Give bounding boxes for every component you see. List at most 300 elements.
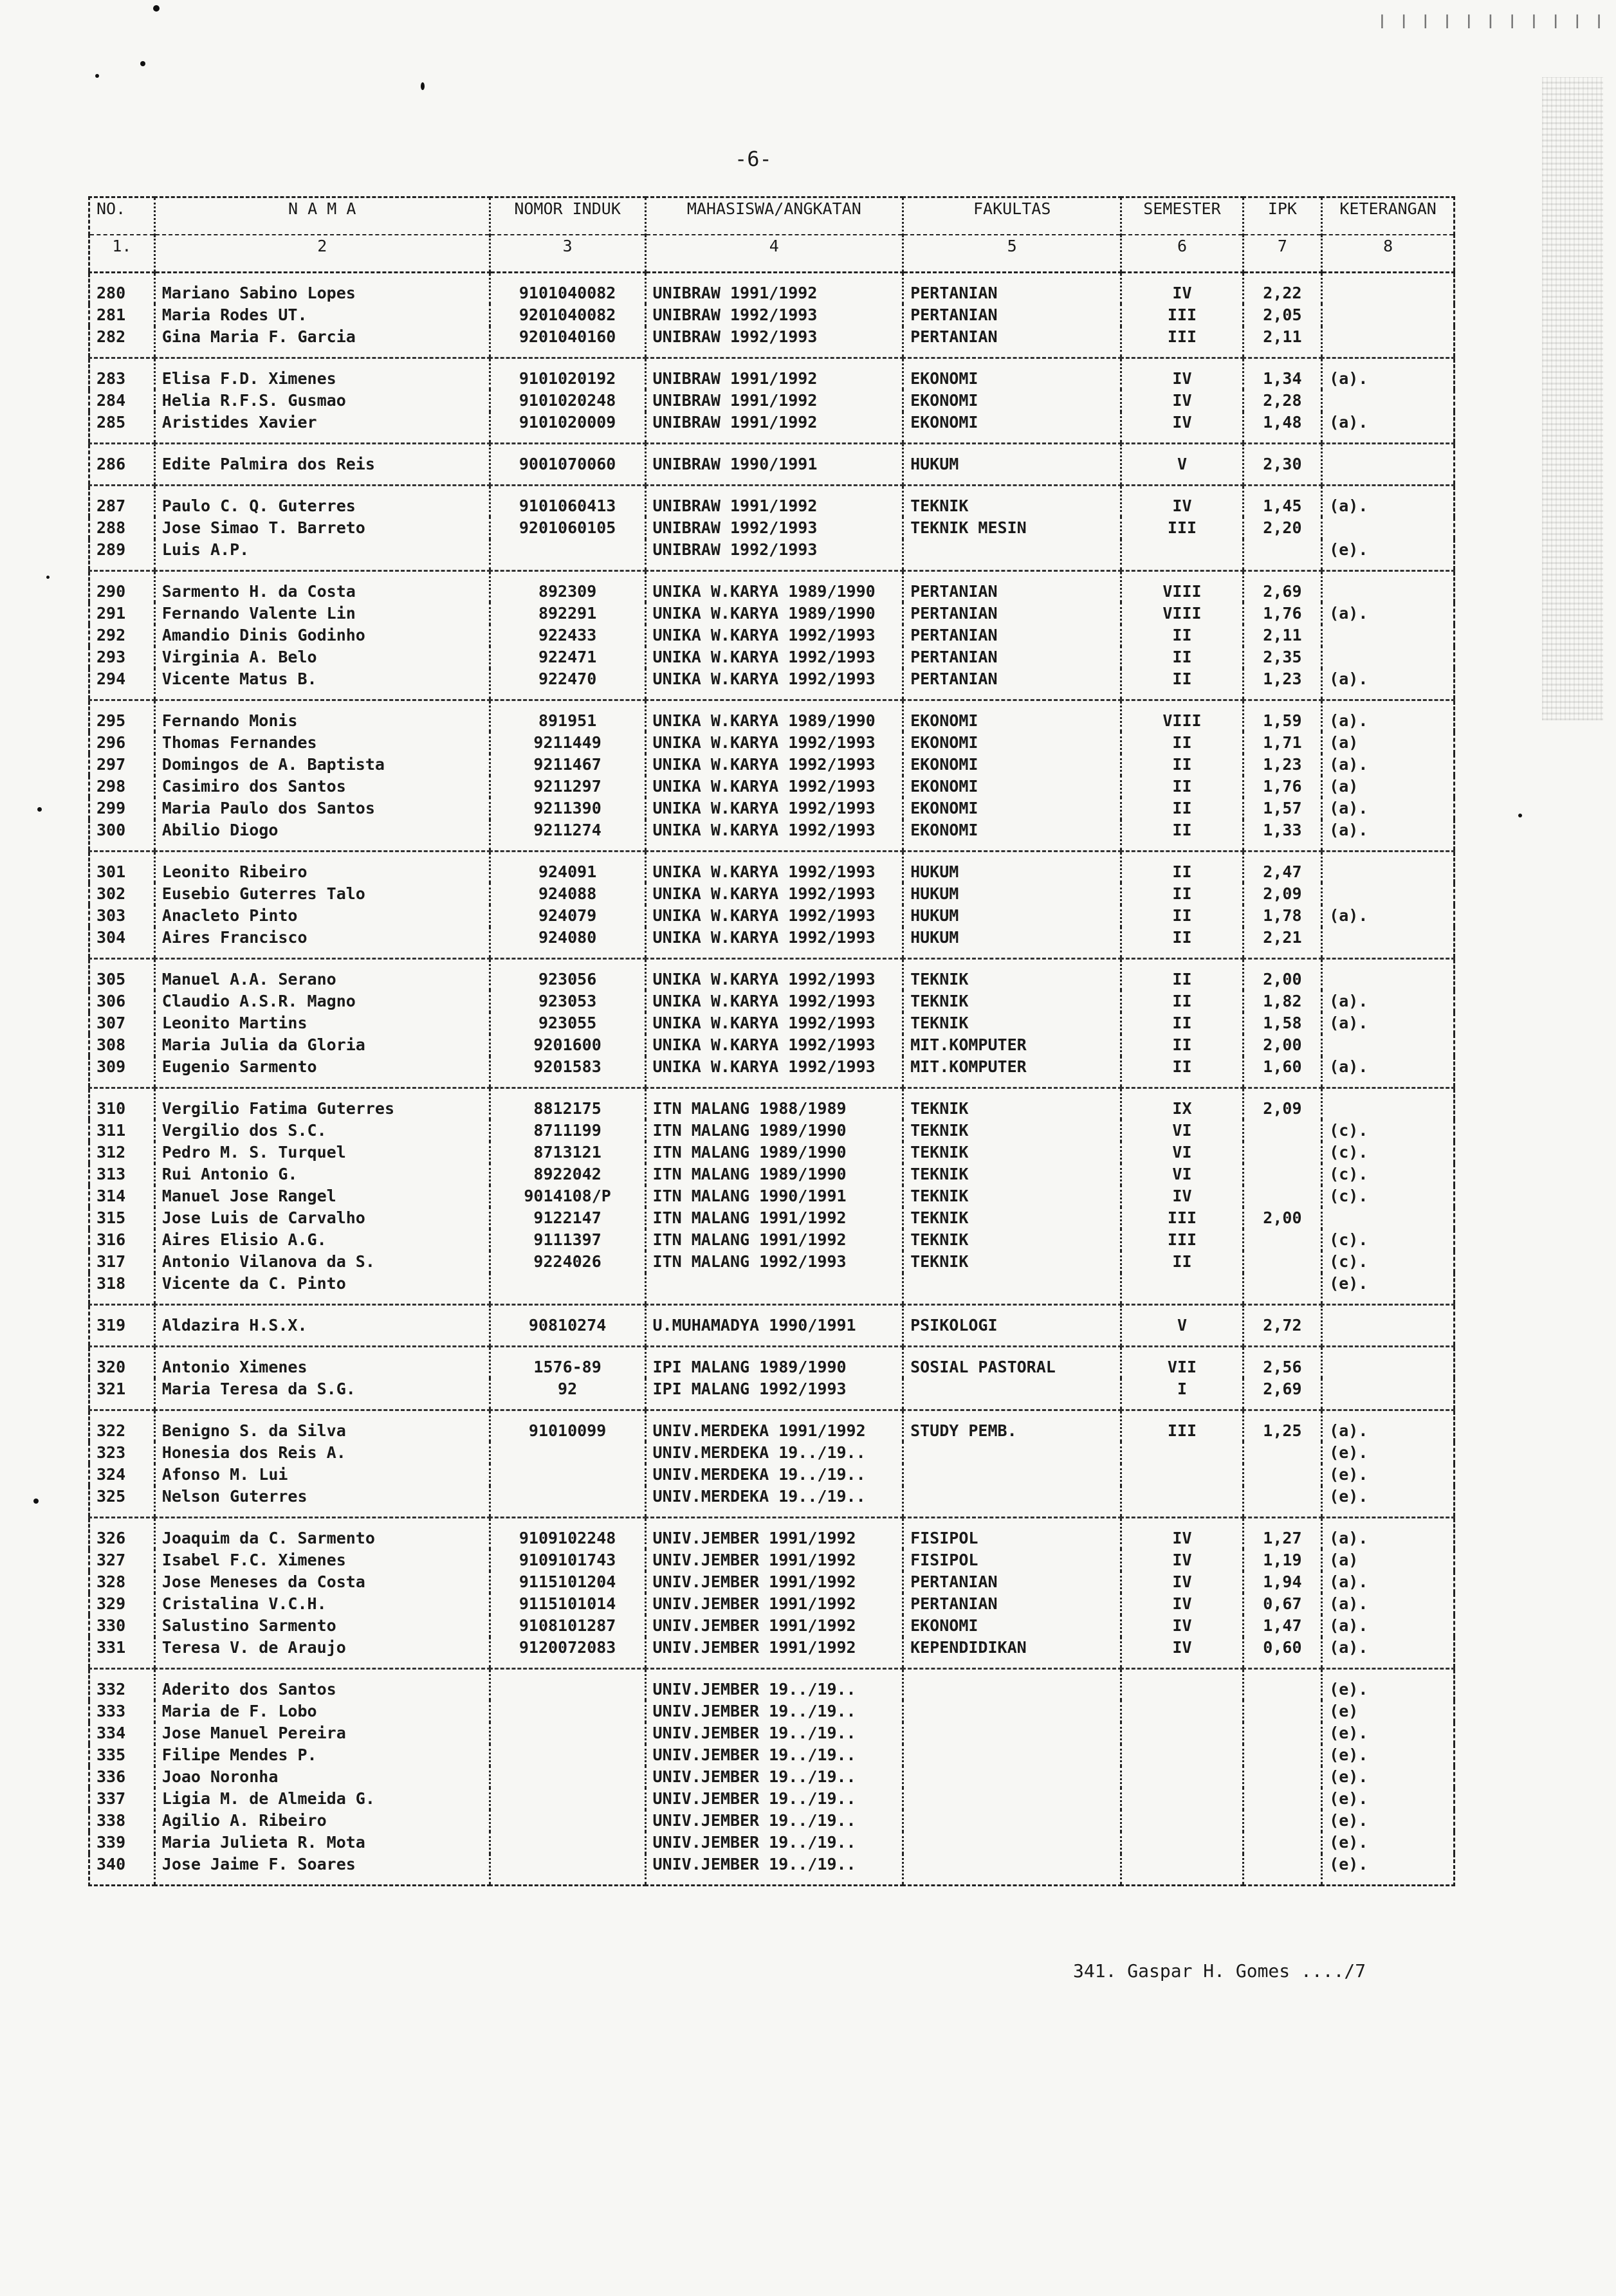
faculty <box>903 1854 1121 1886</box>
record-group <box>89 852 1455 959</box>
university-intake <box>645 1273 903 1305</box>
student-name: Honesia dos Reis A. <box>154 1442 490 1464</box>
gpa <box>1243 1120 1322 1142</box>
semester: II <box>1121 754 1243 776</box>
remark: (e). <box>1322 1788 1455 1810</box>
student-name: Maria Paulo dos Santos <box>154 797 490 819</box>
student-name: Maria Rodes UT. <box>154 304 490 326</box>
gpa: 2,00 <box>1243 1034 1322 1056</box>
student-name: Domingos de A. Baptista <box>154 754 490 776</box>
remark: (c). <box>1322 1229 1455 1251</box>
table-row <box>89 444 1455 486</box>
faculty: EKONOMI <box>903 700 1121 733</box>
row-number: 307 <box>89 1012 155 1034</box>
student-id-number: 91010099 <box>490 1410 645 1443</box>
row-number: 313 <box>89 1163 155 1185</box>
scan-margin-noise <box>1542 77 1603 720</box>
student-id-number <box>490 1832 645 1854</box>
gpa: 1,57 <box>1243 797 1322 819</box>
university-intake: UNIKA W.KARYA 1992/1993 <box>645 754 903 776</box>
student-id-number: 892309 <box>490 571 645 603</box>
row-number: 281 <box>89 304 155 326</box>
row-number: 319 <box>89 1305 155 1347</box>
table-row <box>89 571 1455 603</box>
table-row <box>89 1012 1455 1034</box>
gpa: 0,60 <box>1243 1637 1322 1669</box>
remark: (e). <box>1322 1273 1455 1305</box>
university-intake: UNIKA W.KARYA 1992/1993 <box>645 624 903 646</box>
student-name: Fernando Valente Lin <box>154 603 490 624</box>
row-number: 315 <box>89 1207 155 1229</box>
semester <box>1121 1273 1243 1305</box>
university-intake: ITN MALANG 1988/1989 <box>645 1088 903 1120</box>
table-row <box>89 883 1455 905</box>
faculty: TEKNIK <box>903 1142 1121 1163</box>
university-intake: UNIKA W.KARYA 1992/1993 <box>645 819 903 852</box>
faculty: TEKNIK <box>903 959 1121 991</box>
scan-speck <box>46 576 50 579</box>
faculty: PERTANIAN <box>903 624 1121 646</box>
table-row <box>89 1442 1455 1464</box>
university-intake: IPI MALANG 1992/1993 <box>645 1378 903 1410</box>
semester: IV <box>1121 1615 1243 1637</box>
semester: II <box>1121 927 1243 959</box>
remark: (a). <box>1322 990 1455 1012</box>
gpa: 1,25 <box>1243 1410 1322 1443</box>
student-id-number <box>490 1486 645 1518</box>
remark: (a). <box>1322 1637 1455 1669</box>
gpa: 2,72 <box>1243 1305 1322 1347</box>
gpa: 2,47 <box>1243 852 1322 884</box>
faculty: PERTANIAN <box>903 571 1121 603</box>
semester: VIII <box>1121 603 1243 624</box>
table-row <box>89 1207 1455 1229</box>
student-id-number: 8711199 <box>490 1120 645 1142</box>
student-name: Ligia M. de Almeida G. <box>154 1788 490 1810</box>
university-intake: UNIBRAW 1992/1993 <box>645 304 903 326</box>
record-group <box>89 1518 1455 1669</box>
table-row <box>89 624 1455 646</box>
faculty: TEKNIK <box>903 1088 1121 1120</box>
student-name: Jose Meneses da Costa <box>154 1571 490 1593</box>
faculty: EKONOMI <box>903 1615 1121 1637</box>
semester: I <box>1121 1378 1243 1410</box>
row-number: 320 <box>89 1347 155 1379</box>
header-row <box>89 197 1455 235</box>
student-id-number: 9101020192 <box>490 358 645 390</box>
university-intake: UNIV.JEMBER 1991/1992 <box>645 1615 903 1637</box>
table-row <box>89 326 1455 358</box>
semester <box>1121 1766 1243 1788</box>
remark: (a). <box>1322 797 1455 819</box>
gpa: 2,22 <box>1243 273 1322 305</box>
university-intake: UNIV.JEMBER 19../19.. <box>645 1832 903 1854</box>
student-id-number: 9211390 <box>490 797 645 819</box>
record-group <box>89 700 1455 852</box>
student-name: Antonio Vilanova da S. <box>154 1251 490 1273</box>
student-id-number: 9101020009 <box>490 412 645 444</box>
gpa: 2,05 <box>1243 304 1322 326</box>
student-name: Aires Francisco <box>154 927 490 959</box>
remark <box>1322 273 1455 305</box>
gpa: 1,33 <box>1243 819 1322 852</box>
university-intake: UNIV.JEMBER 1991/1992 <box>645 1549 903 1571</box>
row-number: 299 <box>89 797 155 819</box>
student-id-number: 9211467 <box>490 754 645 776</box>
row-number: 325 <box>89 1486 155 1518</box>
remark: (a). <box>1322 1615 1455 1637</box>
table-row <box>89 1854 1455 1886</box>
university-intake: ITN MALANG 1989/1990 <box>645 1120 903 1142</box>
faculty: EKONOMI <box>903 754 1121 776</box>
faculty: EKONOMI <box>903 797 1121 819</box>
student-name: Mariano Sabino Lopes <box>154 273 490 305</box>
remark <box>1322 1207 1455 1229</box>
student-id-number <box>490 1810 645 1832</box>
row-number: 310 <box>89 1088 155 1120</box>
faculty: EKONOMI <box>903 732 1121 754</box>
university-intake: UNIBRAW 1991/1992 <box>645 273 903 305</box>
table-row <box>89 1410 1455 1443</box>
faculty: TEKNIK <box>903 990 1121 1012</box>
semester <box>1121 539 1243 571</box>
gpa <box>1243 539 1322 571</box>
student-name: Filipe Mendes P. <box>154 1744 490 1766</box>
remark: (a). <box>1322 358 1455 390</box>
remark: (e). <box>1322 1442 1455 1464</box>
table-row <box>89 1486 1455 1518</box>
table-row <box>89 754 1455 776</box>
table-row <box>89 486 1455 518</box>
student-id-number <box>490 1700 645 1722</box>
faculty: EKONOMI <box>903 358 1121 390</box>
student-id-number <box>490 1766 645 1788</box>
column-number: 1. <box>89 235 155 273</box>
faculty: TEKNIK <box>903 1185 1121 1207</box>
faculty <box>903 1700 1121 1722</box>
student-id-number: 892291 <box>490 603 645 624</box>
semester <box>1121 1486 1243 1518</box>
university-intake: UNIV.JEMBER 1991/1992 <box>645 1571 903 1593</box>
student-id-number: 9211297 <box>490 776 645 797</box>
gpa: 2,30 <box>1243 444 1322 486</box>
column-number: 5 <box>903 235 1121 273</box>
table-row <box>89 603 1455 624</box>
student-name: Maria Julieta R. Mota <box>154 1832 490 1854</box>
student-name: Salustino Sarmento <box>154 1615 490 1637</box>
faculty <box>903 539 1121 571</box>
row-number: 300 <box>89 819 155 852</box>
row-number: 326 <box>89 1518 155 1550</box>
semester: VIII <box>1121 700 1243 733</box>
gpa <box>1243 1722 1322 1744</box>
faculty: TEKNIK <box>903 1251 1121 1273</box>
gpa <box>1243 1810 1322 1832</box>
gpa <box>1243 1251 1322 1273</box>
faculty: PERTANIAN <box>903 1571 1121 1593</box>
remark: (a). <box>1322 700 1455 733</box>
row-number: 329 <box>89 1593 155 1615</box>
semester: II <box>1121 668 1243 700</box>
university-intake: UNIKA W.KARYA 1992/1993 <box>645 776 903 797</box>
record-group <box>89 1669 1455 1886</box>
student-name: Leonito Martins <box>154 1012 490 1034</box>
student-name: Vergilio Fatima Guterres <box>154 1088 490 1120</box>
student-name: Casimiro dos Santos <box>154 776 490 797</box>
remark: (a) <box>1322 776 1455 797</box>
table-row <box>89 1518 1455 1550</box>
faculty: HUKUM <box>903 905 1121 927</box>
university-intake: UNIKA W.KARYA 1992/1993 <box>645 990 903 1012</box>
row-number: 301 <box>89 852 155 884</box>
table-header <box>89 197 1455 273</box>
row-number: 317 <box>89 1251 155 1273</box>
student-id-number: 1576-89 <box>490 1347 645 1379</box>
remark <box>1322 326 1455 358</box>
student-id-number: 9111397 <box>490 1229 645 1251</box>
gpa: 1,94 <box>1243 1571 1322 1593</box>
gpa: 1,23 <box>1243 754 1322 776</box>
student-name: Vergilio dos S.C. <box>154 1120 490 1142</box>
gpa: 2,56 <box>1243 1347 1322 1379</box>
semester: II <box>1121 1034 1243 1056</box>
row-number: 284 <box>89 390 155 412</box>
faculty: PERTANIAN <box>903 603 1121 624</box>
faculty <box>903 1378 1121 1410</box>
student-id-number: 891951 <box>490 700 645 733</box>
table-row <box>89 1229 1455 1251</box>
row-number: 333 <box>89 1700 155 1722</box>
row-number: 291 <box>89 603 155 624</box>
gpa <box>1243 1229 1322 1251</box>
gpa: 2,21 <box>1243 927 1322 959</box>
student-name: Eusebio Guterres Talo <box>154 883 490 905</box>
remark: (a). <box>1322 1012 1455 1034</box>
gpa: 1,58 <box>1243 1012 1322 1034</box>
remark: (e). <box>1322 1744 1455 1766</box>
remark: (a). <box>1322 754 1455 776</box>
column-number: 8 <box>1322 235 1455 273</box>
faculty: FISIPOL <box>903 1518 1121 1550</box>
row-number: 283 <box>89 358 155 390</box>
semester: III <box>1121 326 1243 358</box>
semester: IV <box>1121 412 1243 444</box>
university-intake: UNIBRAW 1991/1992 <box>645 486 903 518</box>
student-name: Antonio Ximenes <box>154 1347 490 1379</box>
faculty: PERTANIAN <box>903 326 1121 358</box>
remark: (c). <box>1322 1185 1455 1207</box>
student-id-number <box>490 1854 645 1886</box>
student-id-number: 9224026 <box>490 1251 645 1273</box>
semester: II <box>1121 732 1243 754</box>
semester: III <box>1121 1410 1243 1443</box>
semester: IV <box>1121 1571 1243 1593</box>
remark: (c). <box>1322 1120 1455 1142</box>
student-id-number: 923053 <box>490 990 645 1012</box>
semester: II <box>1121 905 1243 927</box>
row-number: 322 <box>89 1410 155 1443</box>
student-id-number: 924091 <box>490 852 645 884</box>
gpa: 0,67 <box>1243 1593 1322 1615</box>
student-id-number: 922471 <box>490 646 645 668</box>
semester: IV <box>1121 390 1243 412</box>
remark <box>1322 1347 1455 1379</box>
remark: (a). <box>1322 819 1455 852</box>
university-intake: UNIKA W.KARYA 1989/1990 <box>645 603 903 624</box>
student-id-number: 9001070060 <box>490 444 645 486</box>
row-number: 309 <box>89 1056 155 1088</box>
semester <box>1121 1788 1243 1810</box>
row-number: 318 <box>89 1273 155 1305</box>
university-intake: IPI MALANG 1989/1990 <box>645 1347 903 1379</box>
student-name: Jose Manuel Pereira <box>154 1722 490 1744</box>
student-id-number: 9108101287 <box>490 1615 645 1637</box>
semester <box>1121 1744 1243 1766</box>
row-number: 334 <box>89 1722 155 1744</box>
semester: II <box>1121 776 1243 797</box>
student-id-number <box>490 1273 645 1305</box>
table-row <box>89 539 1455 571</box>
gpa <box>1243 1788 1322 1810</box>
faculty: PERTANIAN <box>903 646 1121 668</box>
student-name: Sarmento H. da Costa <box>154 571 490 603</box>
remark <box>1322 959 1455 991</box>
remark: (a). <box>1322 412 1455 444</box>
row-number: 340 <box>89 1854 155 1886</box>
student-id-number: 9115101014 <box>490 1593 645 1615</box>
semester: II <box>1121 1056 1243 1088</box>
university-intake: ITN MALANG 1991/1992 <box>645 1207 903 1229</box>
record-group <box>89 486 1455 571</box>
gpa: 1,19 <box>1243 1549 1322 1571</box>
university-intake: UNIV.JEMBER 19../19.. <box>645 1722 903 1744</box>
faculty <box>903 1832 1121 1854</box>
faculty: EKONOMI <box>903 412 1121 444</box>
row-number: 303 <box>89 905 155 927</box>
student-id-number: 924088 <box>490 883 645 905</box>
row-number: 323 <box>89 1442 155 1464</box>
remark: (e). <box>1322 1722 1455 1744</box>
student-name: Manuel Jose Rangel <box>154 1185 490 1207</box>
gpa <box>1243 1185 1322 1207</box>
student-id-number: 9201040160 <box>490 326 645 358</box>
scan-speck <box>140 61 145 66</box>
student-id-number: 9109101743 <box>490 1549 645 1571</box>
student-id-number <box>490 1722 645 1744</box>
university-intake: UNIV.JEMBER 19../19.. <box>645 1766 903 1788</box>
semester: IX <box>1121 1088 1243 1120</box>
gpa: 2,09 <box>1243 883 1322 905</box>
remark: (e). <box>1322 1486 1455 1518</box>
scan-speck <box>1518 814 1522 817</box>
gpa: 1,82 <box>1243 990 1322 1012</box>
table-row <box>89 1251 1455 1273</box>
remark <box>1322 1088 1455 1120</box>
semester <box>1121 1832 1243 1854</box>
remark: (a). <box>1322 1056 1455 1088</box>
student-name: Eugenio Sarmento <box>154 1056 490 1088</box>
table-row <box>89 1088 1455 1120</box>
table-row <box>89 390 1455 412</box>
scan-noise-text: ا ا ا ا ا ا ا ا ا ا ا <box>1376 12 1604 33</box>
university-intake: UNIV.JEMBER 1991/1992 <box>645 1593 903 1615</box>
student-name: Abilio Diogo <box>154 819 490 852</box>
remark: (c). <box>1322 1163 1455 1185</box>
student-name: Leonito Ribeiro <box>154 852 490 884</box>
student-id-number: 924079 <box>490 905 645 927</box>
column-number: 7 <box>1243 235 1322 273</box>
university-intake: UNIV.JEMBER 1991/1992 <box>645 1637 903 1669</box>
university-intake: UNIKA W.KARYA 1992/1993 <box>645 1012 903 1034</box>
table-row <box>89 1832 1455 1854</box>
student-id-number: 9014108/P <box>490 1185 645 1207</box>
gpa <box>1243 1854 1322 1886</box>
student-name: Isabel F.C. Ximenes <box>154 1549 490 1571</box>
gpa: 1,71 <box>1243 732 1322 754</box>
gpa: 2,69 <box>1243 571 1322 603</box>
student-name: Jose Luis de Carvalho <box>154 1207 490 1229</box>
faculty: HUKUM <box>903 444 1121 486</box>
faculty: MIT.KOMPUTER <box>903 1056 1121 1088</box>
student-id-number <box>490 1442 645 1464</box>
student-name: Aires Elisio A.G. <box>154 1229 490 1251</box>
university-intake: UNIV.JEMBER 1991/1992 <box>645 1518 903 1550</box>
table-row <box>89 273 1455 305</box>
gpa <box>1243 1442 1322 1464</box>
row-number: 336 <box>89 1766 155 1788</box>
university-intake: UNIBRAW 1992/1993 <box>645 539 903 571</box>
record-group <box>89 571 1455 700</box>
student-id-number: 9122147 <box>490 1207 645 1229</box>
student-id-number: 924080 <box>490 927 645 959</box>
table-row <box>89 959 1455 991</box>
remark: (e). <box>1322 1464 1455 1486</box>
header-nama: N A M A <box>154 197 490 235</box>
student-name: Joao Noronha <box>154 1766 490 1788</box>
remark: (e). <box>1322 1854 1455 1886</box>
semester: VIII <box>1121 571 1243 603</box>
row-number: 289 <box>89 539 155 571</box>
university-intake: UNIV.JEMBER 19../19.. <box>645 1669 903 1701</box>
table-row <box>89 1034 1455 1056</box>
semester: II <box>1121 646 1243 668</box>
remark <box>1322 517 1455 539</box>
remark: (a) <box>1322 732 1455 754</box>
remark: (a). <box>1322 1571 1455 1593</box>
student-name: Thomas Fernandes <box>154 732 490 754</box>
student-name: Gina Maria F. Garcia <box>154 326 490 358</box>
gpa <box>1243 1744 1322 1766</box>
table-row <box>89 905 1455 927</box>
row-number: 304 <box>89 927 155 959</box>
university-intake: UNIV.JEMBER 19../19.. <box>645 1854 903 1886</box>
semester: IV <box>1121 1518 1243 1550</box>
header-semester: SEMESTER <box>1121 197 1243 235</box>
student-name: Manuel A.A. Serano <box>154 959 490 991</box>
university-intake: ITN MALANG 1991/1992 <box>645 1229 903 1251</box>
semester <box>1121 1700 1243 1722</box>
record-group <box>89 1347 1455 1410</box>
university-intake: UNIKA W.KARYA 1992/1993 <box>645 852 903 884</box>
university-intake: UNIKA W.KARYA 1989/1990 <box>645 571 903 603</box>
remark <box>1322 390 1455 412</box>
student-name: Edite Palmira dos Reis <box>154 444 490 486</box>
table-row <box>89 1305 1455 1347</box>
student-id-number: 9201583 <box>490 1056 645 1088</box>
faculty: TEKNIK <box>903 1120 1121 1142</box>
header-nomor-induk: NOMOR INDUK <box>490 197 645 235</box>
gpa <box>1243 1273 1322 1305</box>
